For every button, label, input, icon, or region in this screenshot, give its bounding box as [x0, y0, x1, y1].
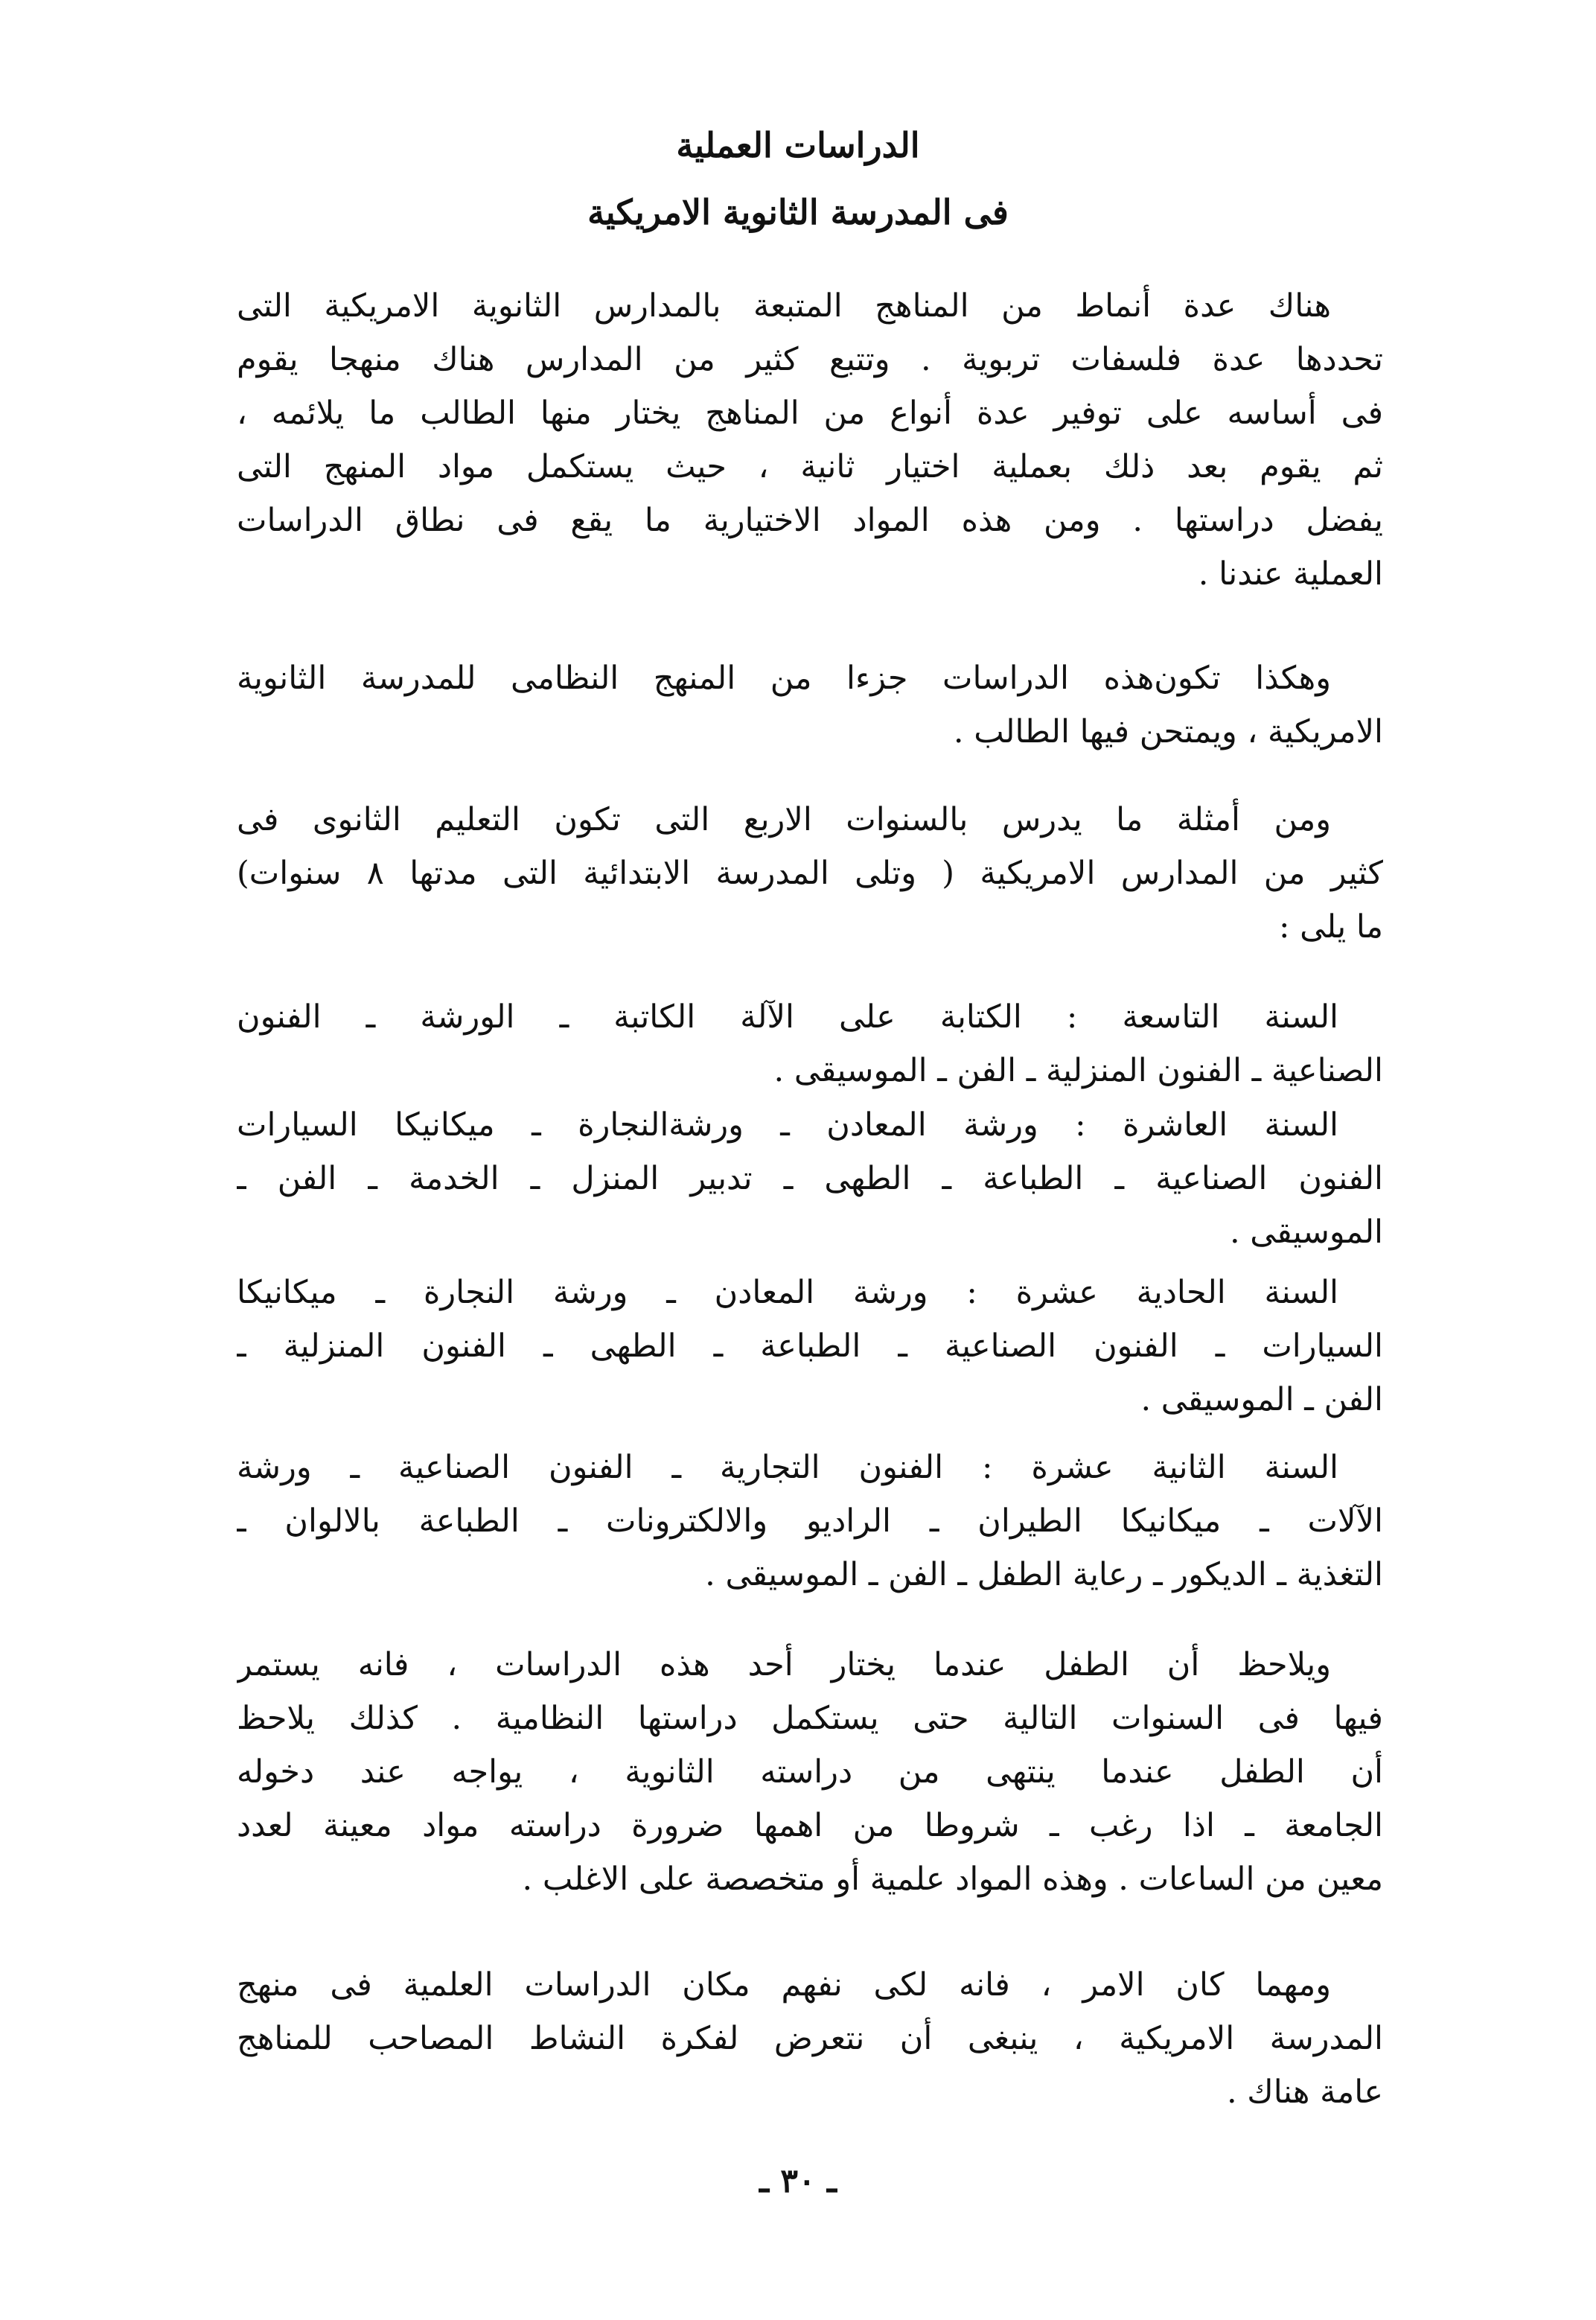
paragraph-curriculum — [237, 651, 1383, 759]
text-line: تحددها عدة فلسفات تربوية . وتتبع كثير من المدارس هناك منهجا يقوم — [237, 341, 1383, 378]
text-line: ويلاحظ أن الطفل عندما يختار أحد هذه الدراسات ، فانه يستمر — [237, 1646, 1331, 1683]
text-line: عامة هناك . — [1226, 2074, 1383, 2111]
text-line: ومن أمثلة ما يدرس بالسنوات الاربع التى تكون التعليم الثانوى فى — [237, 801, 1331, 838]
page-title: الدراسات العملية — [676, 125, 920, 165]
text-line: العملية عندنا . — [1198, 555, 1383, 593]
page-subtitle: فى المدرسة الثانوية الامريكية — [587, 192, 1009, 232]
page-number: ـ ٣٠ ـ — [759, 2162, 837, 2200]
text-line: معين من الساعات . وهذه المواد علمية أو متخصصة على الاغلب . — [522, 1861, 1383, 1898]
text-line: ثم يقوم بعد ذلك بعملية اختيار ثانية ، حيث يستكمل مواد المنهج التى — [237, 448, 1383, 485]
text-line: يفضل دراستها . ومن هذه المواد الاختيارية ما يقع فى نطاق الدراسات — [237, 502, 1383, 539]
text-line: المدرسة الامريكية ، ينبغى أن نتعرض لفكرة النشاط المصاحب للمناهج — [237, 2020, 1383, 2057]
text-line: ومهما كان الامر ، فانه لكى نفهم مكان الدراسات العلمية فى منهج — [237, 1966, 1331, 2004]
year-eleventh — [237, 1266, 1383, 1427]
text-line: الفنون الصناعية ـ الطباعة ـ الطهى ـ تدبير المنزل ـ الخدمة ـ الفن ـ — [237, 1160, 1383, 1197]
text-line: فيها فى السنوات التالية حتى يستكمل دراستها النظامية . كذلك يلاحظ — [237, 1700, 1383, 1737]
text-line: الجامعة ـ اذا رغب ـ شروطا من اهمها ضرورة دراسته مواد معينة لعدد — [237, 1807, 1383, 1844]
year-twelfth — [237, 1441, 1383, 1602]
text-line: أن الطفل عندما ينتهى من دراسته الثانوية ، يواجه عند دخوله — [237, 1753, 1383, 1791]
text-line: كثير من المدارس الامريكية ( وتلى المدرسة الابتدائية التى مدتها ٨ سنوات) — [237, 855, 1383, 892]
text-line: السنة التاسعة : الكتابة على الآلة الكاتبة ـ الورشة ـ الفنون — [237, 998, 1338, 1036]
paragraph-conclusion — [237, 1958, 1383, 2119]
paragraph-examples — [237, 793, 1383, 954]
paragraph-intro — [237, 279, 1383, 601]
text-line: السيارات ـ الفنون الصناعية ـ الطباعة ـ الطهى ـ الفنون المنزلية ـ — [237, 1328, 1383, 1365]
text-line: الفن ـ الموسيقى . — [1140, 1381, 1383, 1418]
text-line: فى أساسه على توفير عدة أنواع من المناهج يختار منها الطالب ما يلائمه ، — [237, 395, 1383, 432]
year-tenth — [237, 1098, 1383, 1259]
text-line: السنة الحادية عشرة : ورشة المعادن ـ ورشة النجارة ـ ميكانيكا — [237, 1274, 1338, 1311]
text-line: السنة العاشرة : ورشة المعادن ـ ورشة‌النجارة ـ ميكانيكا السيارات — [237, 1106, 1338, 1144]
year-ninth — [237, 990, 1383, 1097]
text-line: الموسيقى . — [1229, 1214, 1383, 1251]
text-line: الآلات ـ ميكانيكا الطيران ـ الراديو والالكترونات ـ الطباعة بالالوان ـ — [237, 1502, 1383, 1540]
text-line: وهكذا تكون‌هذه الدراسات جزءا من المنهج النظامى للمدرسة الثانوية — [237, 660, 1331, 697]
paragraph-observation — [237, 1638, 1383, 1906]
text-line: التغذية ـ الديكور ـ رعاية الطفل ـ الفن ـ الموسيقى . — [705, 1556, 1383, 1593]
text-line: ما يلى : — [1278, 908, 1383, 946]
text-line: الصناعية ـ الفنون المنزلية ـ الفن ـ الموسيقى . — [773, 1052, 1383, 1089]
text-line: السنة الثانية عشرة : الفنون التجارية ـ الفنون الصناعية ـ ورشة — [237, 1449, 1338, 1486]
text-line: الامريكية ، ويمتحن فيها الطالب . — [953, 713, 1383, 751]
text-line: هناك عدة أنماط من المناهج المتبعة بالمدارس الثانوية الامريكية التى — [237, 287, 1331, 325]
